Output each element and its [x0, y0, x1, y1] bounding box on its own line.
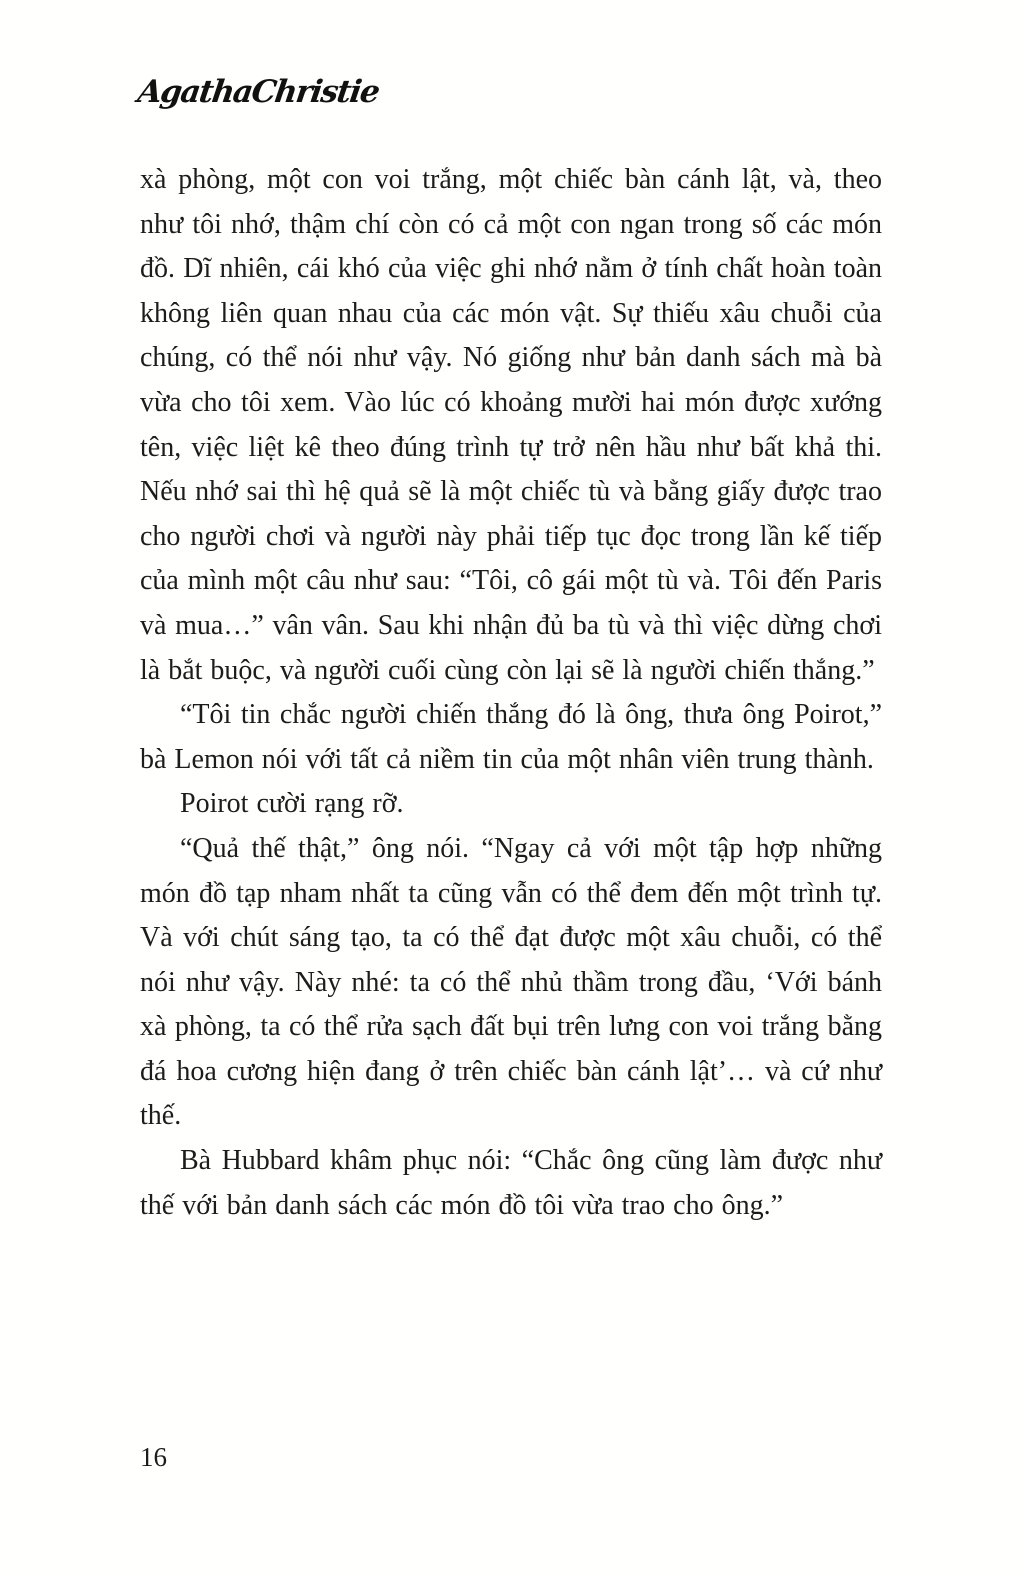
paragraph-3: Poirot cười rạng rỡ. — [180, 788, 404, 820]
page-number: 16 — [140, 1442, 167, 1472]
agatha-christie-signature-logo: AgathaChristie — [135, 74, 381, 110]
page-body — [140, 158, 882, 1228]
paragraph-2: “Tôi tin chắc người chiến thắng đó là ông, thưa ông Poirot,” bà Lemon nói với tất cả niềm tin của một nhân viên trung thành. — [140, 699, 882, 775]
paragraph-4: “Quả thế thật,” ông nói. “Ngay cả với một tập hợp những món đồ tạp nham nhất ta cũng vẫn có thể đem đến một trình tự. Và với chút sáng tạo, ta có thể đạt được một xâu chuỗi, có thể nói như vậy. Này nhé: ta có thể nhủ thầm trong đầu, ‘Với bánh xà phòng, ta có thể rửa sạch đất bụi trên lưng con voi trắng bằng đá hoa cương hiện đang ở trên chiếc bàn cánh lật’… và cứ như thế. — [140, 832, 882, 1132]
paragraph-1: xà phòng, một con voi trắng, một chiếc bàn cánh lật, và, theo như tôi nhớ, thậm chí còn có cả một con ngan trong số các món đồ. Dĩ nhiên, cái khó của việc ghi nhớ nằm ở tính chất hoàn toàn không liên quan nhau của các món vật. Sự thiếu xâu chuỗi của chúng, có thể nói như vậy. Nó giống như bản danh sách mà bà vừa cho tôi xem. Vào lúc có khoảng mười hai món được xướng tên, việc liệt kê theo đúng trình tự trở nên hầu như bất khả thi. Nếu nhớ sai thì hệ quả sẽ là một chiếc tù và bằng giấy được trao cho người chơi và người này phải tiếp tục đọc trong lần kế tiếp của mình một câu như sau: “Tôi, cô gái một tù và. Tôi đến Paris và mua…” vân vân. Sau khi nhận đủ ba tù và thì việc dừng chơi là bắt buộc, và người cuối cùng còn lại sẽ là người chiến thắng.” — [140, 164, 882, 686]
paragraph-5: Bà Hubbard khâm phục nói: “Chắc ông cũng làm được như thế với bản danh sách các món đồ tôi vừa trao cho ông.” — [140, 1145, 882, 1221]
